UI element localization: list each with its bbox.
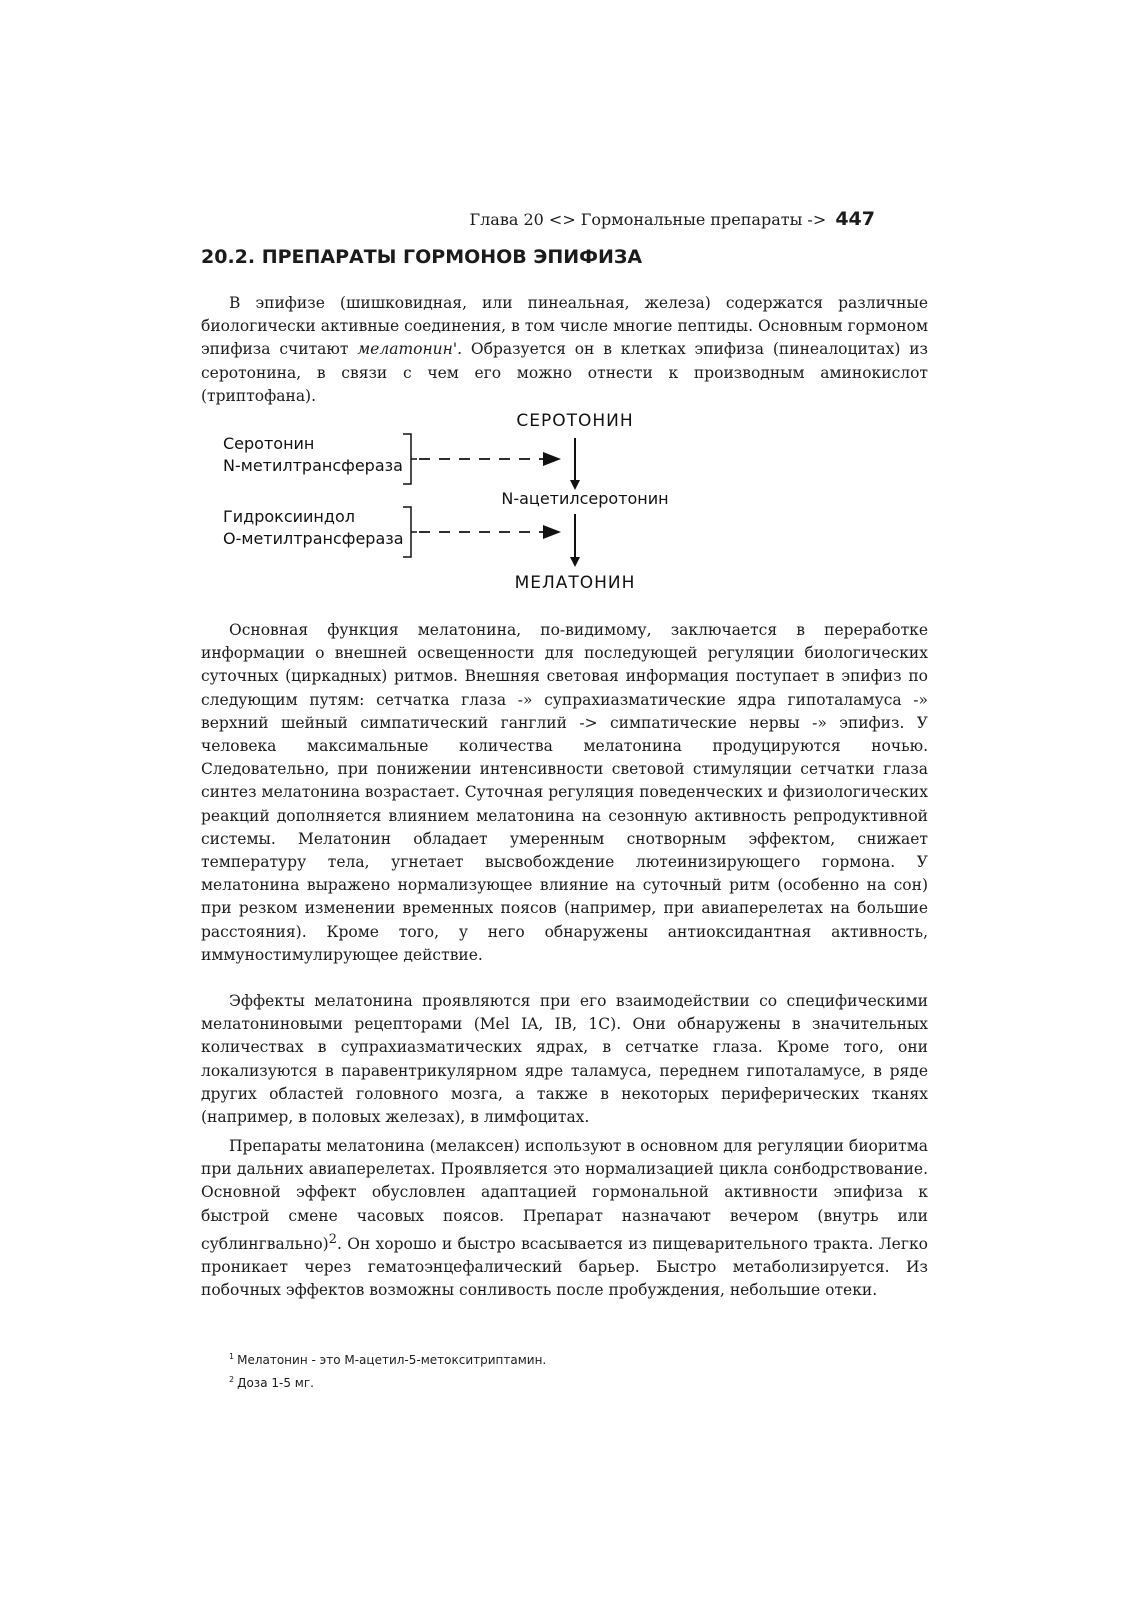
enzyme2-line2: О-метилтрансфераза — [223, 529, 404, 548]
enzyme1-bracket — [403, 434, 417, 484]
enzyme2-bracket — [403, 507, 417, 557]
section-title: 20.2. ПРЕПАРАТЫ ГОРМОНОВ ЭПИФИЗА — [201, 246, 643, 268]
function-paragraph: Основная функция мелатонина, по-видимому, заключается в переработке информации о внешней освещенности для последующей регуляции биологических суточных (циркадных) ритмов. Внешняя световая информация поступает в эпифиз по следующим путям: сетчатка глаза -» супрахиазматические ядра гипоталамуса -» верхний шейный симпатический ганглий -> симпатические нервы -» эпифиз. У человека максимальные количества мелатонина продуцируются ночью. Следовательно, при понижении интенсивности световой стимуляции сетчатки глаза синтез мелатонина возрастает. Суточная регуляция поведенческих и физиологических реакций дополняется влиянием мелатонина на сезонную активность репродуктивной системы. Мелатонин обладает умеренным снотворным эффектом, снижает температуру тела, угнетает высвобождение лютеинизирующего гормона. У мелатонина выражено нормализующее влияние на суточный ритм (особенно на сон) при резком изменении временных поясов (например, при авиаперелетах на большие расстояния). Кроме того, у него обнаружены антиоксидантная активность, иммуностимулирующее действие. — [201, 621, 928, 964]
drugs-text-after: . Он хорошо и быстро всасывается из пищеварительного тракта. Легко проникает через гематоэнцефалический барьер. Быстро метаболизируется. Из побочных эффектов возможны сонливость после пробуждения, небольшие отеки. — [201, 1234, 928, 1300]
footnote-1-mark: 1 — [229, 1352, 235, 1361]
page-number: 447 — [835, 208, 875, 230]
node-serotonin: СЕРОТОНИН — [516, 411, 634, 431]
running-title: Глава 20 <> Гормональные препараты -> — [469, 210, 827, 229]
node-n-acetylserotonin: N-ацетилсеротонин — [501, 489, 669, 508]
drugs-text-before: Препараты мелатонина (мелаксен) используют в основном для регуляции биоритма при дальних авиаперелетах. Проявляется это нормализацией цикла сонбодрствование. Основной эффект обусловлен адаптацией гормональной активности эпифиза к быстрой смене часовых поясов. Препарат назначают вечером (внутрь или сублингвально) — [201, 1137, 928, 1253]
intro-text-after: Образуется он в клетках эпифиза (пинеалоцитах) из серотонина, в связи с чем его можно отнести к производным аминокислот (триптофана). — [201, 340, 929, 405]
enzyme1-line2: N-метилтрансфераза — [223, 456, 403, 475]
receptors-paragraph: Эффекты мелатонина проявляются при его взаимодействии со специфическими мелатониновыми рецепторами (Mel IA, IB, 1С). Они обнаружены в значительных количествах в супрахиазматических ядрах, в сетчатке глаза. Кроме того, они локализуются в паравентрикулярном ядре таламуса, переднем гипоталамусе, в ряде других областей головного мозга, а также в некоторых периферических тканях (например, в половых железах), в лимфоцитах. — [201, 992, 928, 1127]
node-melatonin: МЕЛАТОНИН — [514, 573, 636, 593]
synthesis-diagram — [201, 408, 928, 613]
footnote-2 — [229, 1370, 546, 1393]
enzyme2-line1: Гидроксииндол — [223, 507, 355, 526]
intro-paragraph — [201, 292, 928, 408]
running-header — [470, 208, 875, 230]
intro-italic-term: мелатонин'. — [357, 340, 463, 359]
drugs-paragraph — [201, 1135, 928, 1303]
footnote-1-text: Мелатонин - это М-ацетил-5-метокситриптамин. — [237, 1353, 547, 1367]
footnotes — [229, 1347, 546, 1393]
intro-text-before: В эпифизе (шишковидная, или пинеальная, железа) содержатся различные биологически активные соединения, в том числе многие пептиды. Основным гормоном эпифиза считают — [201, 294, 928, 359]
footnote-2-mark: 2 — [229, 1375, 235, 1384]
footnote-1 — [229, 1347, 546, 1370]
footnote-ref-2: 2 — [328, 1231, 337, 1247]
footnote-2-text: Доза 1-5 мг. — [237, 1376, 314, 1390]
enzyme1-line1: Серотонин — [223, 434, 315, 453]
